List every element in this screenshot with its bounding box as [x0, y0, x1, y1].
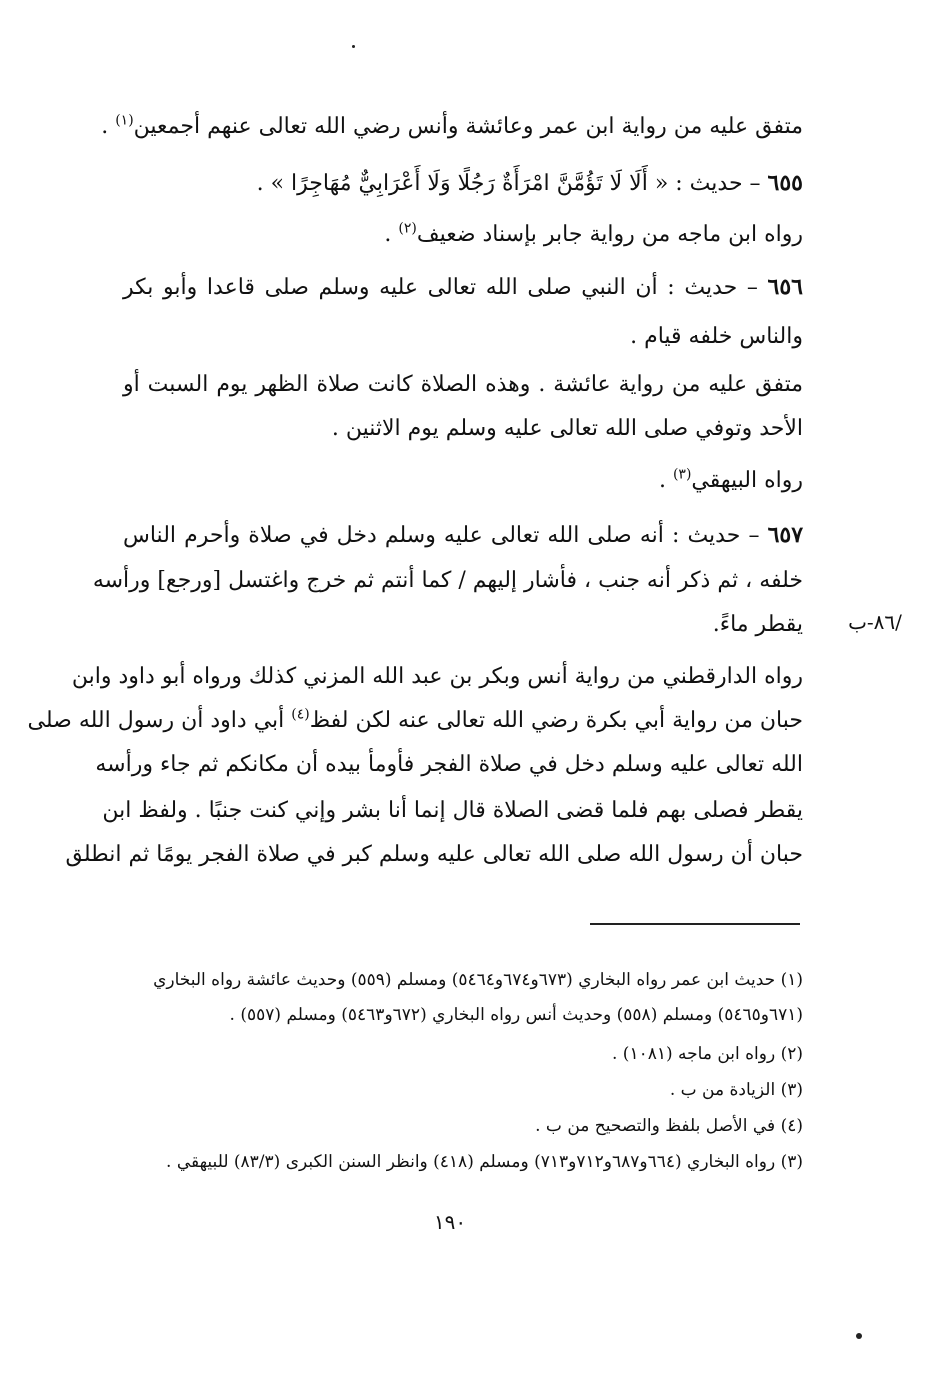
text: أبي داود أن رسول الله صلى [27, 708, 285, 733]
body-line-10 [92, 566, 803, 596]
body-line-1 [101, 112, 803, 142]
text: خلفه ، ثم ذكر أنه جنب ، فأشار إليهم / كما أنتم ثم خرج واغتسل [ورجع] ورأسه [92, 568, 803, 593]
scan-speck [856, 1333, 862, 1339]
body-line-15 [102, 796, 803, 826]
text: حبان أن رسول الله صلى الله تعالى عليه وسلم كبر في صلاة الفجر يومًا ثم انطلق [65, 842, 803, 867]
text: . [658, 468, 666, 493]
text: . [384, 222, 392, 247]
body-line-14 [95, 750, 803, 780]
footnote-4: (٤) في الأصل بلفظ والتصحيح من ب . [535, 1116, 803, 1136]
body-line-6 [123, 370, 803, 400]
text: حبان من رواية أبي بكرة رضي الله تعالى عنه لكن لفظ [309, 708, 803, 733]
text: يقطر ماءً. [712, 612, 803, 637]
dash: – [748, 523, 760, 548]
body-line-3 [123, 220, 803, 250]
text: حديث : « أَلَا لَا تَؤُمَّنَّ امْرَأَةٌ رَجُلًا وَلَا أَعْرَابِيٌّ مُهَاجِرًا » . [256, 171, 743, 196]
body-line-8 [123, 466, 803, 496]
footnote-1-cont: (٦٧١و٥٤٦٥) ومسلم (٥٥٨) وحديث أنس رواه البخاري (٦٧٢و٥٤٦٣) ومسلم (٥٥٧) . [229, 1005, 803, 1025]
footnote-1: (١) حديث ابن عمر رواه البخاري (٦٧٣و٦٧٤و٥٤٦٤) ومسلم (٥٥٩) وحديث عائشة رواه البخاري [153, 970, 803, 990]
footnote-separator [590, 923, 800, 925]
hadith-number-657: ٦٥٧ [767, 522, 804, 548]
footnote-2: (٢) رواه ابن ماجه (١٠٨١) . [612, 1044, 803, 1064]
hadith-657-line [123, 520, 803, 551]
body-line-13 [27, 706, 803, 736]
body-line-12 [71, 662, 803, 692]
hadith-number-655: ٦٥٥ [767, 170, 803, 196]
margin-folio-note: /٨٦-ب [848, 610, 902, 634]
text: يقطر فصلى بهم فلما قضى الصلاة قال إنما أنا بشر وإني كنت جنبًا . ولفظ ابن [102, 798, 803, 823]
page-number: ١٩٠ [433, 1210, 467, 1234]
text: والناس خلفه قيام . [630, 324, 803, 349]
text: متفق عليه من رواية ابن عمر وعائشة وأنس رضي الله تعالى عنهم أجمعين [133, 114, 803, 139]
footnote-5: (٣) رواه البخاري (٦٦٤و٦٨٧و٧١٢و٧١٣) ومسلم (٤١٨) وانظر السنن الكبرى (٨٣/٣) للبيهقي . [166, 1152, 803, 1172]
text: رواه البيهقي [691, 468, 803, 493]
text: رواه الدارقطني من رواية أنس وبكر بن عبد الله المزني كذلك ورواه أبو داود وابن [71, 664, 803, 689]
body-line-5 [123, 322, 803, 352]
footnote-ref-4[interactable]: (٤) [291, 706, 310, 723]
hadith-656-line [123, 272, 803, 303]
hadith-655-line [123, 168, 803, 199]
footnote-ref-2[interactable]: (٢) [398, 220, 417, 237]
body-line-7 [123, 414, 803, 444]
body-line-11 [123, 610, 803, 640]
footnote-3: (٣) الزيادة من ب . [669, 1080, 803, 1100]
text: الله تعالى عليه وسلم دخل في صلاة الفجر فأومأ بيده أن مكانكم ثم جاء ورأسه [95, 752, 803, 777]
text: . [101, 114, 109, 139]
hadith-number-656: ٦٥٦ [767, 274, 803, 300]
text: حديث : أنه صلى الله تعالى عليه وسلم دخل في صلاة وأحرم الناس [123, 523, 741, 548]
dash: – [749, 171, 761, 196]
dash: – [746, 275, 758, 300]
footnote-ref-3[interactable]: (٣) [672, 466, 692, 483]
text: متفق عليه من رواية عائشة . وهذه الصلاة كانت صلاة الظهر يوم السبت أو [123, 372, 803, 397]
text: رواه ابن ماجه من رواية جابر بإسناد ضعيف [416, 222, 803, 247]
text: الأحد وتوفي صلى الله تعالى عليه وسلم يوم الاثنين . [331, 416, 803, 441]
text: حديث : أن النبي صلى الله تعالى عليه وسلم صلى قاعدا وأبو بكر [123, 275, 738, 300]
scan-speck [352, 45, 355, 48]
body-line-16 [65, 840, 803, 870]
footnote-ref-1[interactable]: (١) [115, 112, 134, 129]
